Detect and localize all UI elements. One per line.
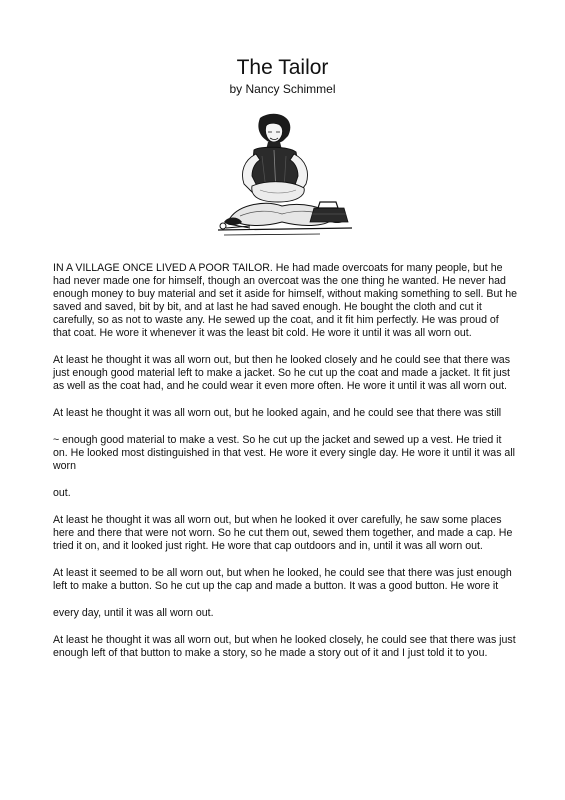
story-paragraph: At least it seemed to be all worn out, but when he looked, he could see that there was just enough left to make a button. So he cut up the cap and made a button. It was a good button. He wore it	[53, 567, 512, 592]
story-paragraph: every day, until it was all worn out.	[53, 607, 214, 619]
story-paragraph: At least he thought it was all worn out, but then he looked closely and he could see that there was just enough good material left to make a jacket. So he cut up the coat and made a jacket. It fit just as well as the coat had, and he could wear it even more often. He wore it until it was all worn out.	[53, 354, 510, 392]
tailor-illustration-icon	[210, 110, 360, 245]
story-paragraph: ~ enough good material to make a vest. So he cut up the jacket and sewed up a vest. He tried it on. He looked most distinguished in that vest. He wore it every single day. He wore it until it was all worn	[53, 434, 516, 472]
story-paragraph: out.	[53, 487, 71, 499]
story-paragraph: At least he thought it was all worn out, but he looked again, and he could see that there was still	[53, 407, 502, 419]
story-paragraph: IN A VILLAGE ONCE LIVED A POOR TAILOR. He had made overcoats for many people, but he had never made one for himself, though an overcoat was the one thing he wanted. He never had enough money to buy material and set it aside for himself, without making something to sell. But he saved and saved, bit by bit, and at last he had saved enough. He bought the cloth and cut it carefully, so as not to waste any. He sewed up the coat, and it fit him perfectly. He was proud of that coat. He wore it whenever it was the least bit cold. He wore it until it was all worn out.	[53, 262, 518, 339]
story-paragraph: At least he thought it was all worn out, but when he looked it over carefully, he saw some places here and there that were not worn. So he cut them out, sewed them together, and made a cap. He tried it on, and it looked just right. He wore that cap outdoors and in, until it was all worn out.	[53, 514, 513, 552]
story-paragraph: At least he thought it was all worn out, but when he looked closely, he could see that there was just enough left of that button to make a story, so he made a story out of it and I just told it to you.	[53, 634, 516, 659]
story-body	[53, 262, 519, 674]
document-title: The Tailor	[236, 56, 329, 79]
document-author: by Nancy Schimmel	[229, 82, 336, 96]
